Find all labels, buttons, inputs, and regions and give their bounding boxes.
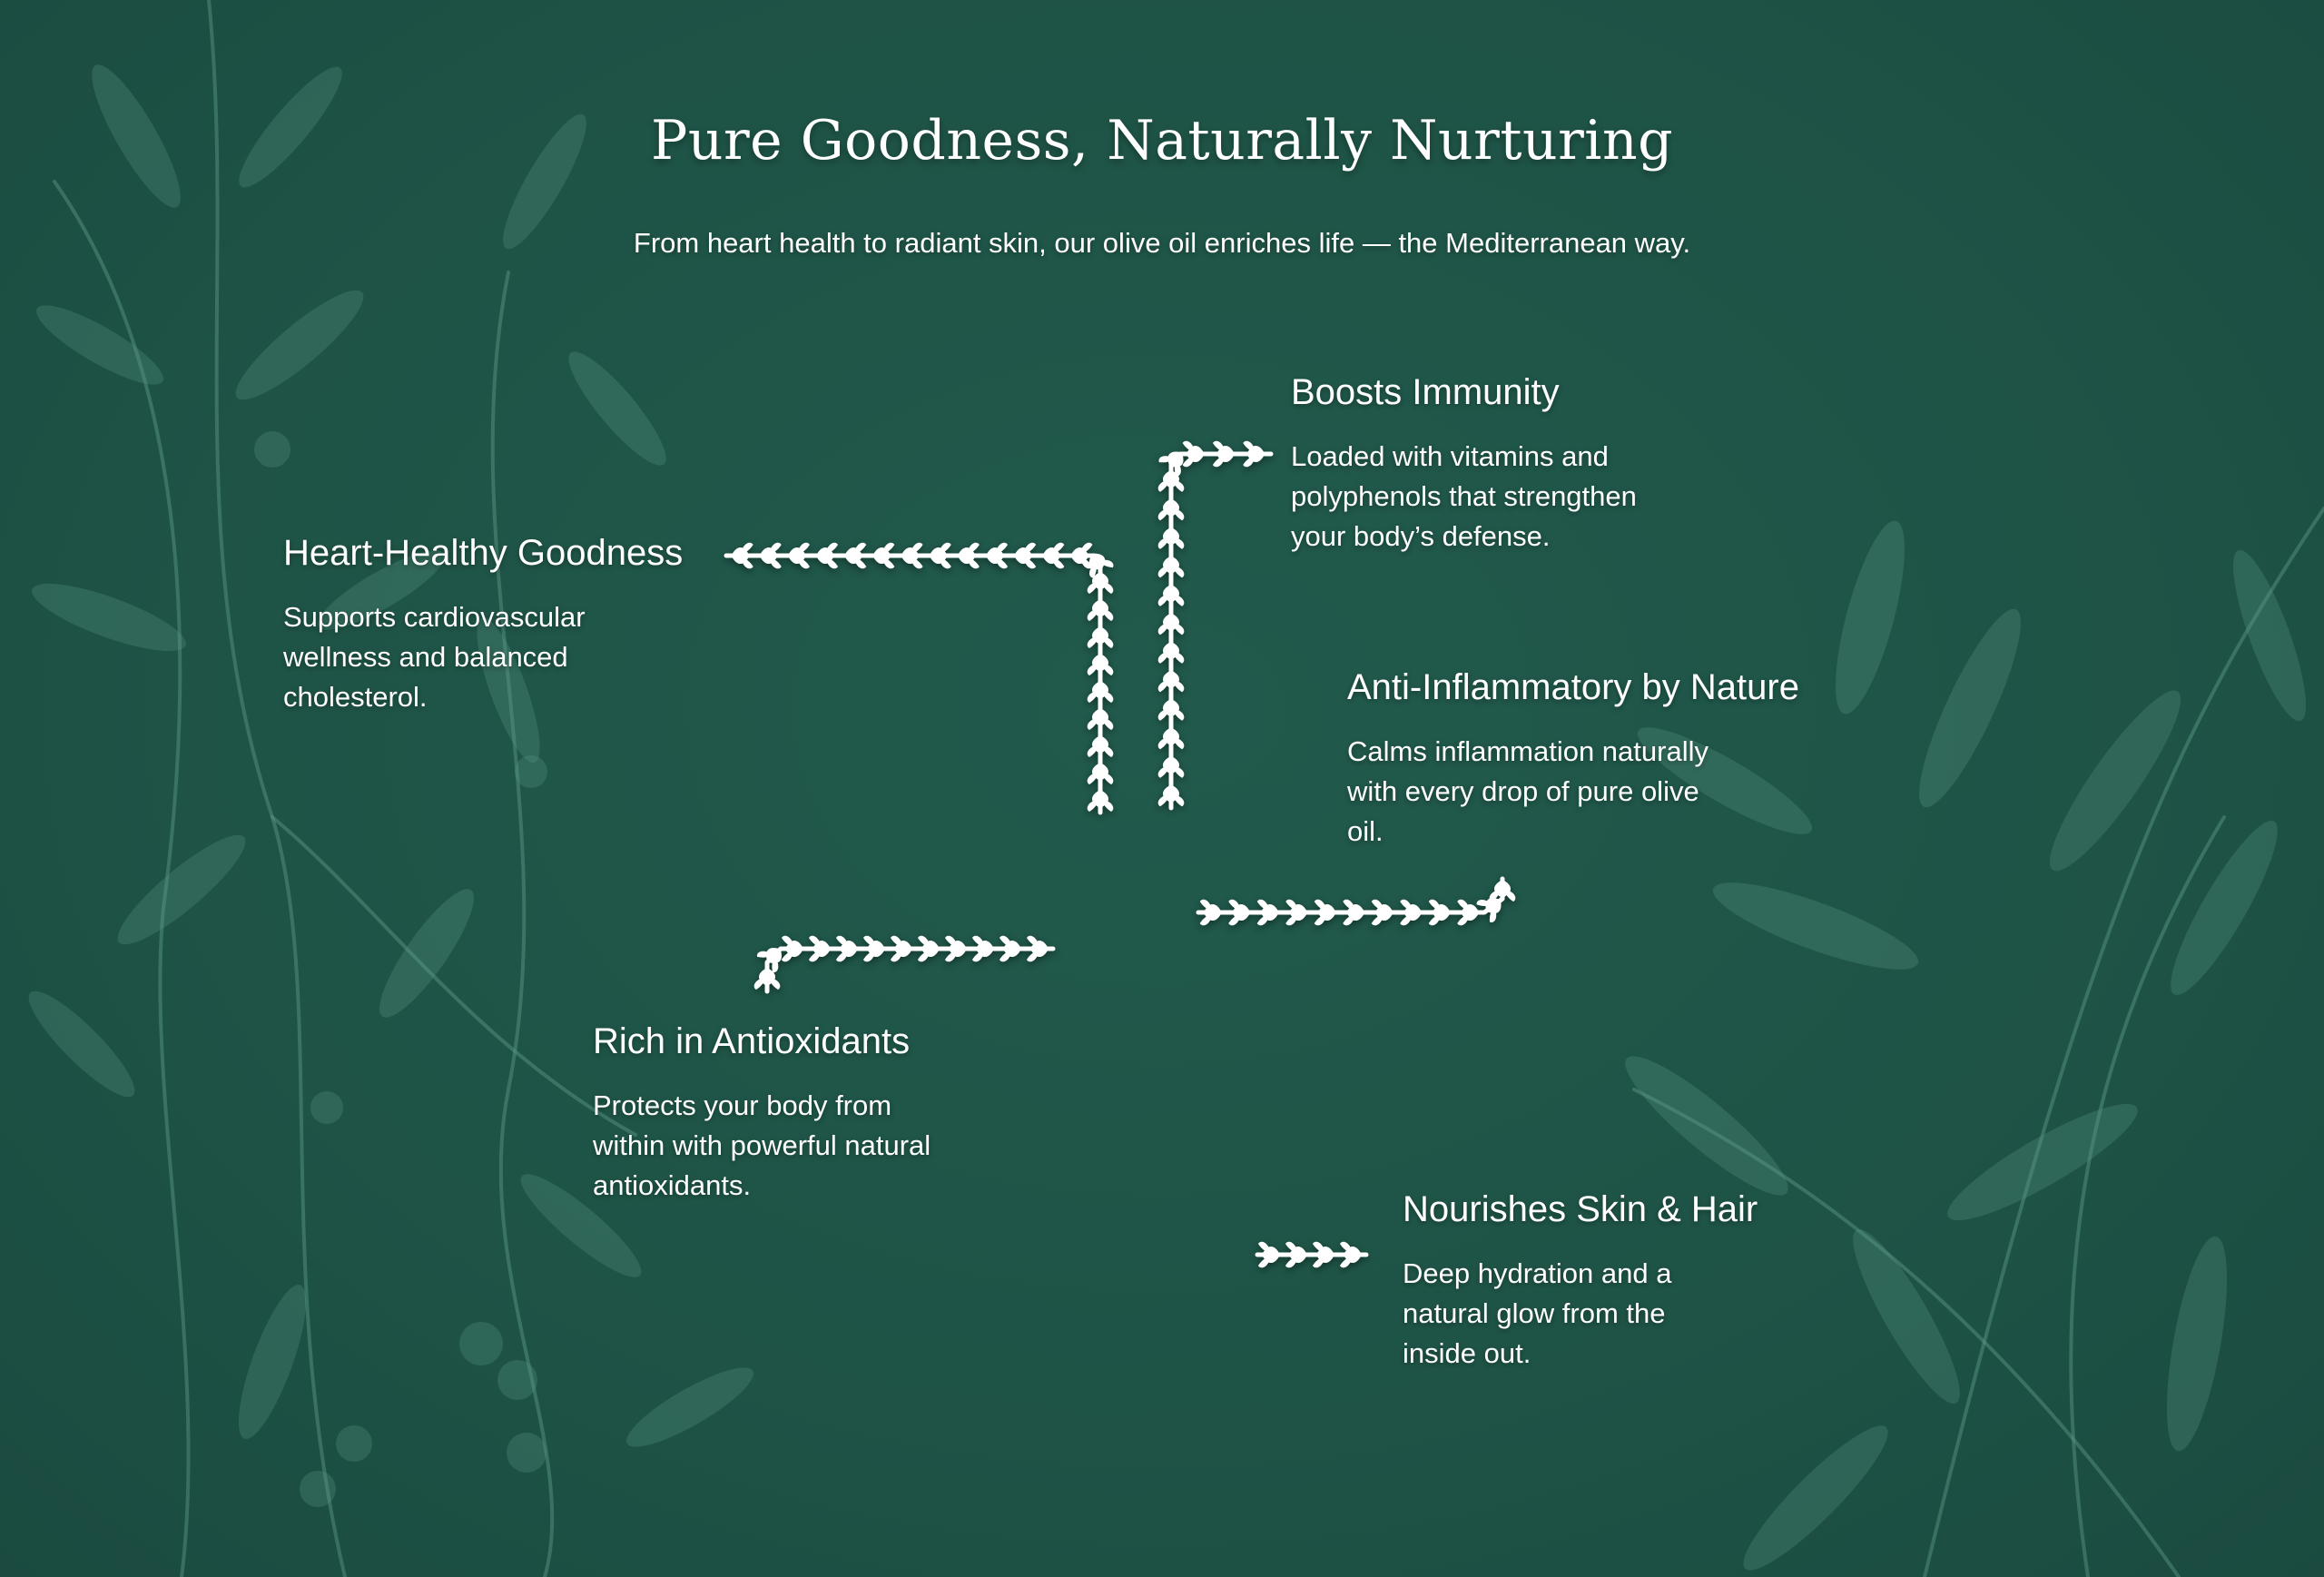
benefit-title: Rich in Antioxidants bbox=[593, 1021, 911, 1061]
benefit-skin-hair bbox=[1403, 1189, 1758, 1374]
benefit-text: Deep hydration and a natural glow from the inside out. bbox=[1403, 1257, 1672, 1369]
benefit-text: Supports cardiovascular wellness and balanced cholesterol. bbox=[283, 601, 586, 713]
benefit-heart-healthy bbox=[283, 533, 684, 717]
page-subtitle: From heart health to radiant skin, our olive oil enriches life — the Mediterranean way. bbox=[633, 227, 1691, 259]
page-title: Pure Goodness, Naturally Nurturing bbox=[650, 109, 1674, 172]
vine-skin bbox=[1257, 1242, 1366, 1268]
benefit-title: Anti-Inflammatory by Nature bbox=[1347, 667, 1799, 707]
benefit-anti-inflammatory bbox=[1347, 667, 1799, 852]
benefit-title: Nourishes Skin & Hair bbox=[1403, 1189, 1758, 1229]
benefit-antioxidants bbox=[593, 1021, 956, 1206]
vine-heart bbox=[726, 543, 1115, 813]
vine-antioxidants bbox=[754, 936, 1053, 991]
vine-inflammatory bbox=[1198, 879, 1515, 925]
benefit-immunity bbox=[1291, 372, 1672, 557]
vine-immunity bbox=[1157, 441, 1271, 808]
benefit-text: Protects your body from within with powerful natural antioxidants. bbox=[593, 1089, 931, 1201]
benefit-title: Boosts Immunity bbox=[1291, 372, 1560, 412]
benefit-text: Calms inflammation naturally with every drop of pure olive oil. bbox=[1347, 735, 1709, 847]
benefit-title: Heart-Healthy Goodness bbox=[283, 533, 684, 573]
benefit-text: Loaded with vitamins and polyphenols that strengthen your body’s defense. bbox=[1291, 440, 1637, 552]
